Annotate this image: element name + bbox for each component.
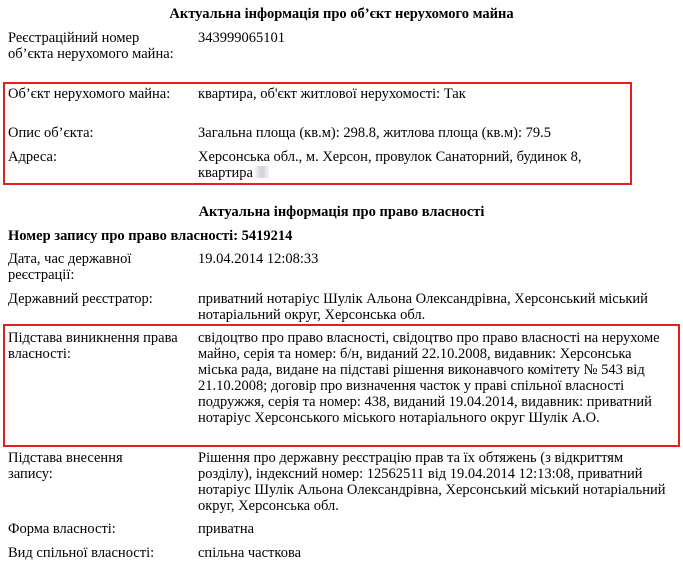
entry-basis-value: Рішення про державну реєстрацію прав та їх обтяжень (з відкриттям розділу), індексний номер: 12562511 від 19.04.2014 12:13:08, приватний нотаріус Шулік Альона Олександрівна, Херсонський міський нотаріальний округ, Херсонська обл.: [198, 450, 666, 514]
joint-ownership-type-value: спільна часткова: [198, 545, 302, 561]
object-address-label: Адреса:: [8, 149, 57, 165]
ownership-form-label: Форма власності:: [8, 521, 116, 537]
ownership-basis-value: свідоцтво про право власності, свідоцтво про право власності на нерухоме майно, серія та номер: б/н, виданий 22.10.2008, видавник: Херсонська міська рада, видане на підставі рішення виконавчого комітету № 543 від 21.10.2008; договір про визначення часток у праві спільної власності подружжя, серія та номер: 438, виданий 19.04.2014, видавник: приватний нотаріус Херсонського міського нотаріального округ Шулік А.О.: [198, 330, 660, 426]
object-section-title: Актуальна інформація про об’єкт нерухомого майна: [169, 6, 514, 22]
ownership-form-value: приватна: [198, 521, 255, 537]
ownership-section-title: Актуальна інформація про право власності: [198, 204, 485, 220]
registration-date-label: Дата, час державної реєстрації:: [8, 251, 132, 283]
object-type-label: Об’єкт нерухомого майна:: [8, 86, 171, 102]
object-description-label: Опис об’єкта:: [8, 125, 94, 141]
object-registration-number-value: 343999065101: [198, 30, 285, 46]
object-address-text: Херсонська обл., м. Херсон, провулок Санаторний, будинок 8, квартира: [198, 149, 582, 181]
object-description-value: Загальна площа (кв.м): 298.8, житлова площа (кв.м): 79.5: [198, 125, 552, 141]
entry-basis-label: Підстава внесення запису:: [8, 450, 123, 482]
joint-ownership-type-label: Вид спільної власності:: [8, 545, 155, 561]
object-address-value: [198, 149, 638, 181]
object-type-value: квартира, об'єкт житлової нерухомості: Так: [198, 86, 466, 102]
state-registrar-label: Державний реєстратор:: [8, 291, 153, 307]
ownership-record-number: Номер запису про право власності: 5419214: [8, 228, 293, 244]
ownership-basis-label: Підстава виникнення права власності:: [8, 330, 178, 362]
redacted-blur: [255, 166, 269, 178]
registration-date-value: 19.04.2014 12:08:33: [198, 251, 319, 267]
state-registrar-value: приватний нотаріус Шулік Альона Олександрівна, Херсонський міський нотаріальний округ, Херсонська обл.: [198, 291, 648, 323]
object-registration-number-label: Реєстраційний номер об’єкта нерухомого майна:: [8, 30, 174, 62]
